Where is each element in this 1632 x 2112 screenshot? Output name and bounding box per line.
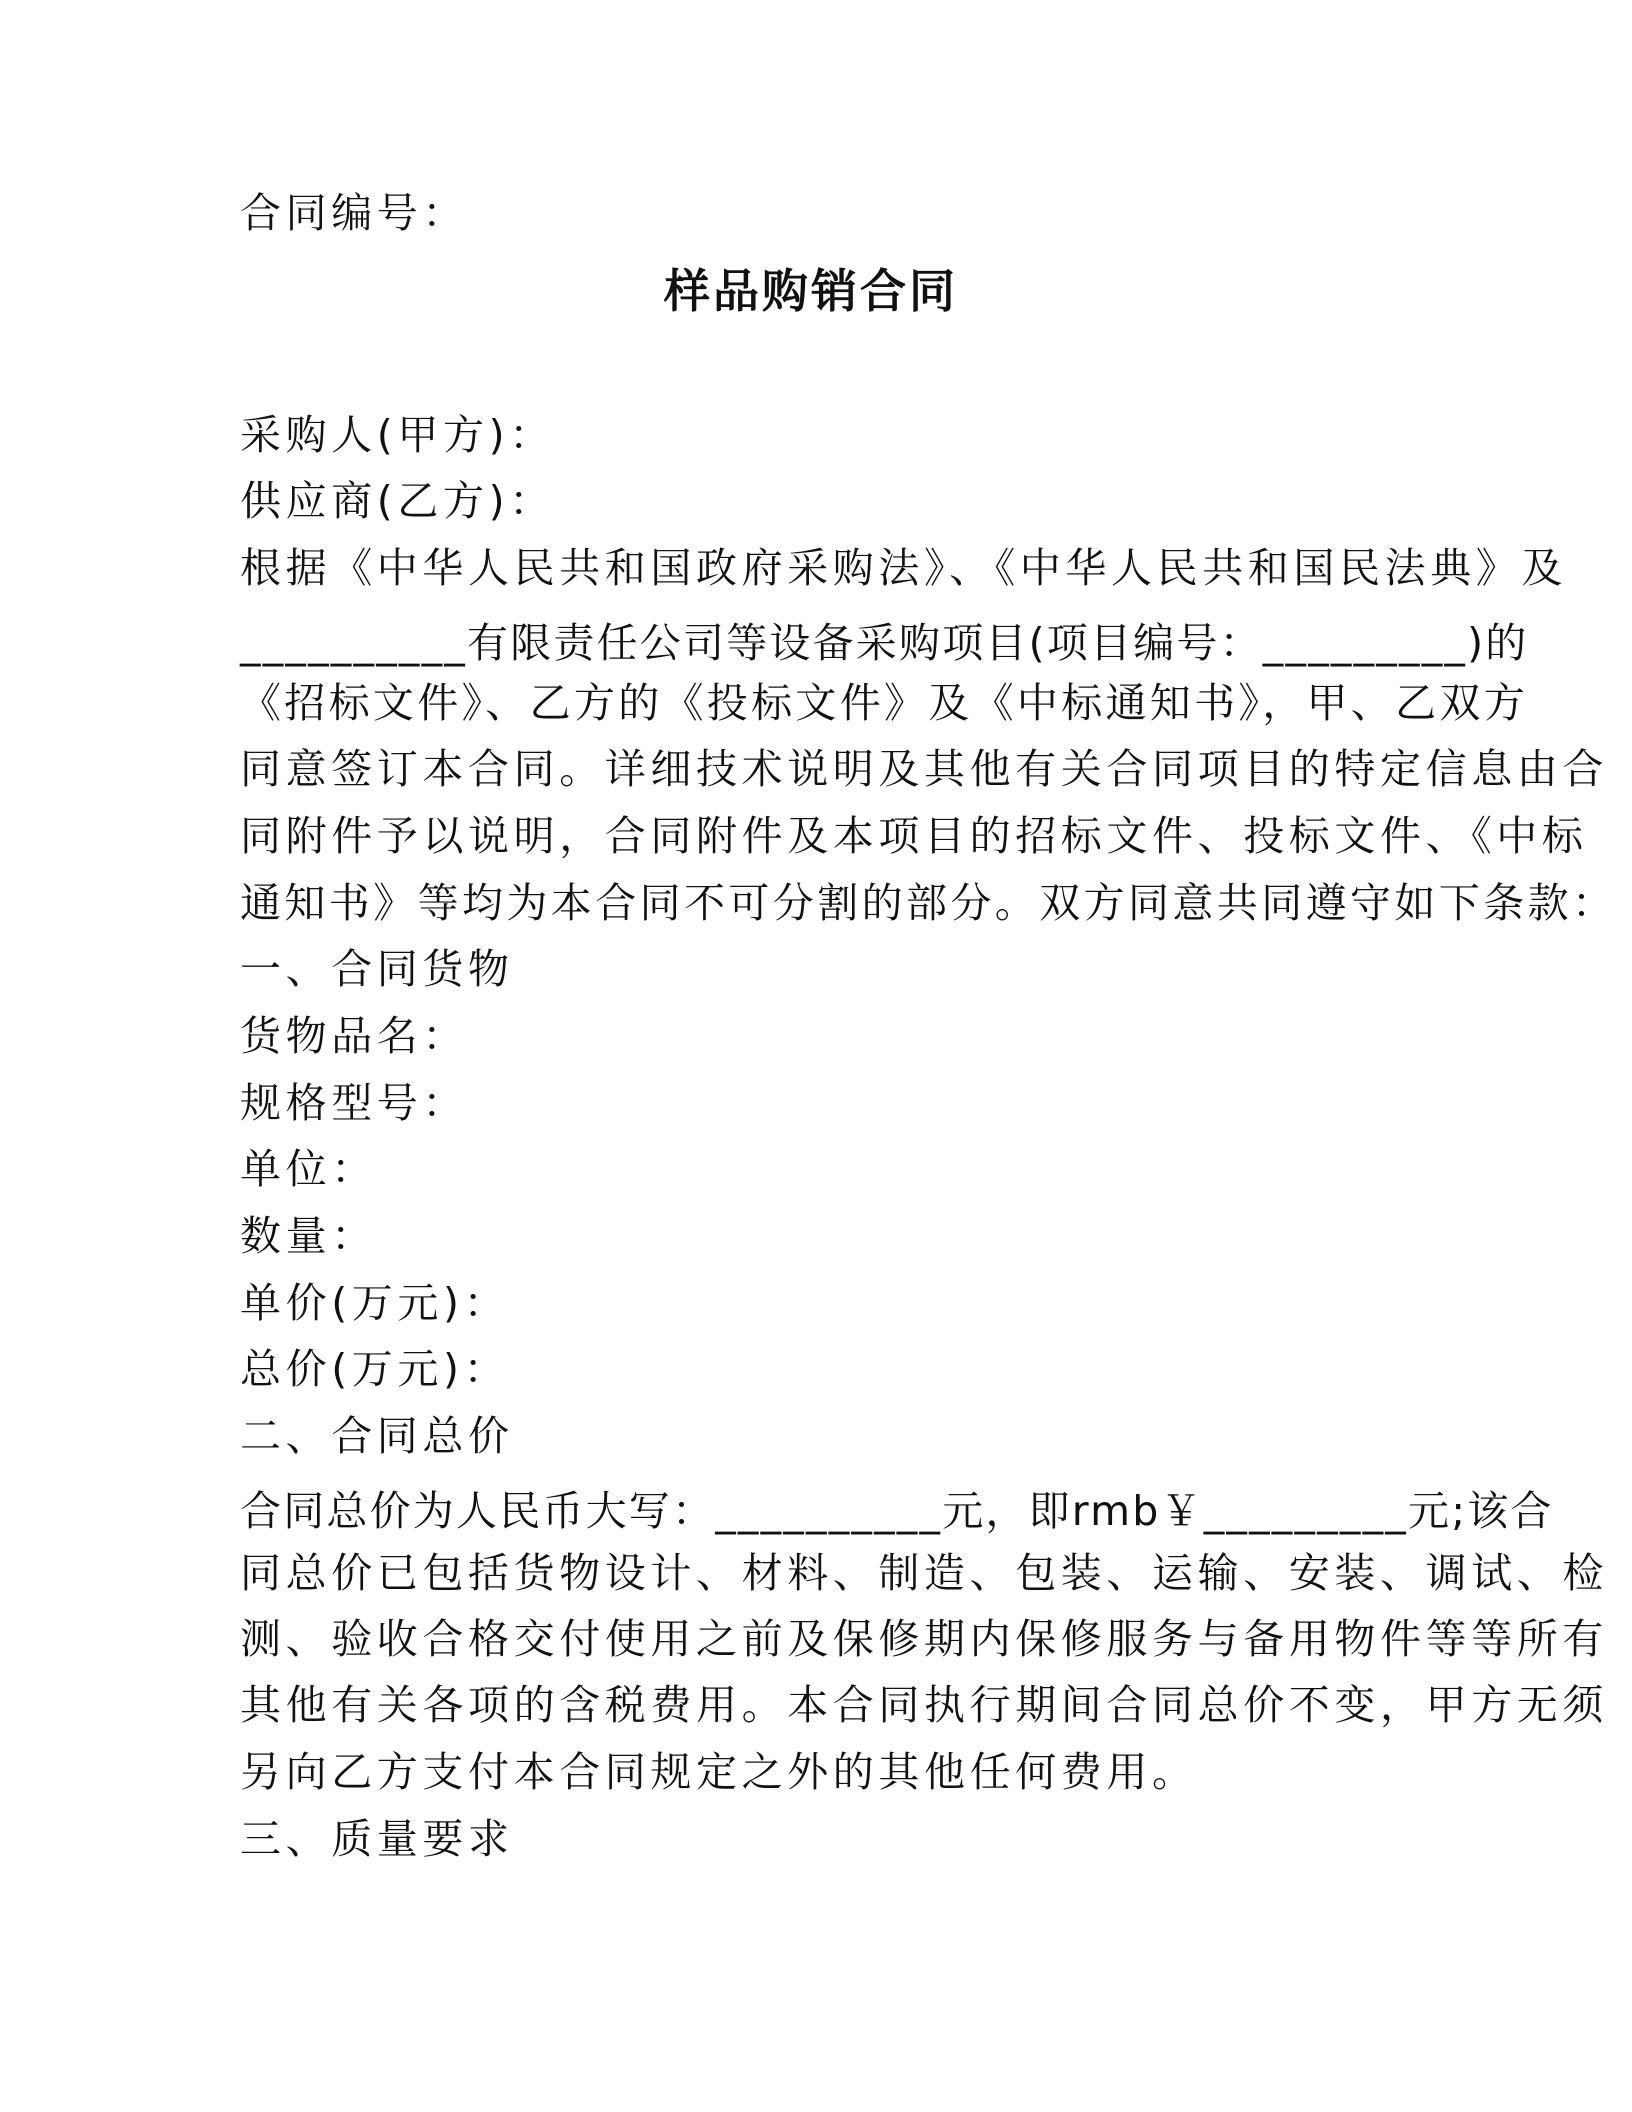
preamble-line: __________有限责任公司等设备采购项目(项目编号：_________)的 [240, 619, 1529, 667]
field-spec-model: 规格型号： [240, 1079, 468, 1127]
field-goods-name: 货物品名： [240, 1012, 468, 1060]
price-line: 其他有关各项的含税费用。本合同执行期间合同总价不变，甲方无须 [240, 1681, 1608, 1729]
price-line: 另向乙方支付本合同规定之外的其他任何费用。 [240, 1748, 1198, 1796]
contract-number-label: 合同编号： [240, 189, 468, 237]
document-title: 样品购销合同 [664, 264, 958, 318]
price-line: 合同总价为人民币大写：__________元，即rmb￥_________元;该合 [240, 1487, 1554, 1535]
preamble-line: 《招标文件》、乙方的《投标文件》及《中标通知书》，甲、乙双方 [240, 679, 1528, 727]
field-quantity: 数量： [240, 1212, 377, 1260]
section-heading-quality: 三、质量要求 [240, 1815, 514, 1863]
supplier-field: 供应商(乙方)： [240, 477, 555, 525]
buyer-field: 采购人(甲方)： [240, 411, 555, 459]
section-heading-total-price: 二、合同总价 [240, 1412, 514, 1460]
preamble-line: 同意签订本合同。详细技术说明及其他有关合同项目的特定信息由合 [240, 745, 1608, 793]
field-total-price: 总价(万元)： [240, 1345, 510, 1393]
price-line: 测、验收合格交付使用之前及保修期内保修服务与备用物件等等所有 [240, 1615, 1608, 1663]
price-line: 同总价已包括货物设计、材料、制造、包装、运输、安装、调试、检 [240, 1549, 1608, 1597]
field-unit-price: 单价(万元)： [240, 1279, 510, 1327]
section-heading-goods: 一、合同货物 [240, 945, 514, 993]
preamble-line: 根据《中华人民共和国政府采购法》、《中华人民共和国民法典》及 [240, 544, 1567, 592]
preamble-line: 通知书》等均为本合同不可分割的部分。双方同意共同遵守如下条款： [240, 879, 1617, 927]
field-unit: 单位： [240, 1145, 377, 1193]
preamble-line: 同附件予以说明，合同附件及本项目的招标文件、投标文件、《中标 [240, 812, 1588, 860]
